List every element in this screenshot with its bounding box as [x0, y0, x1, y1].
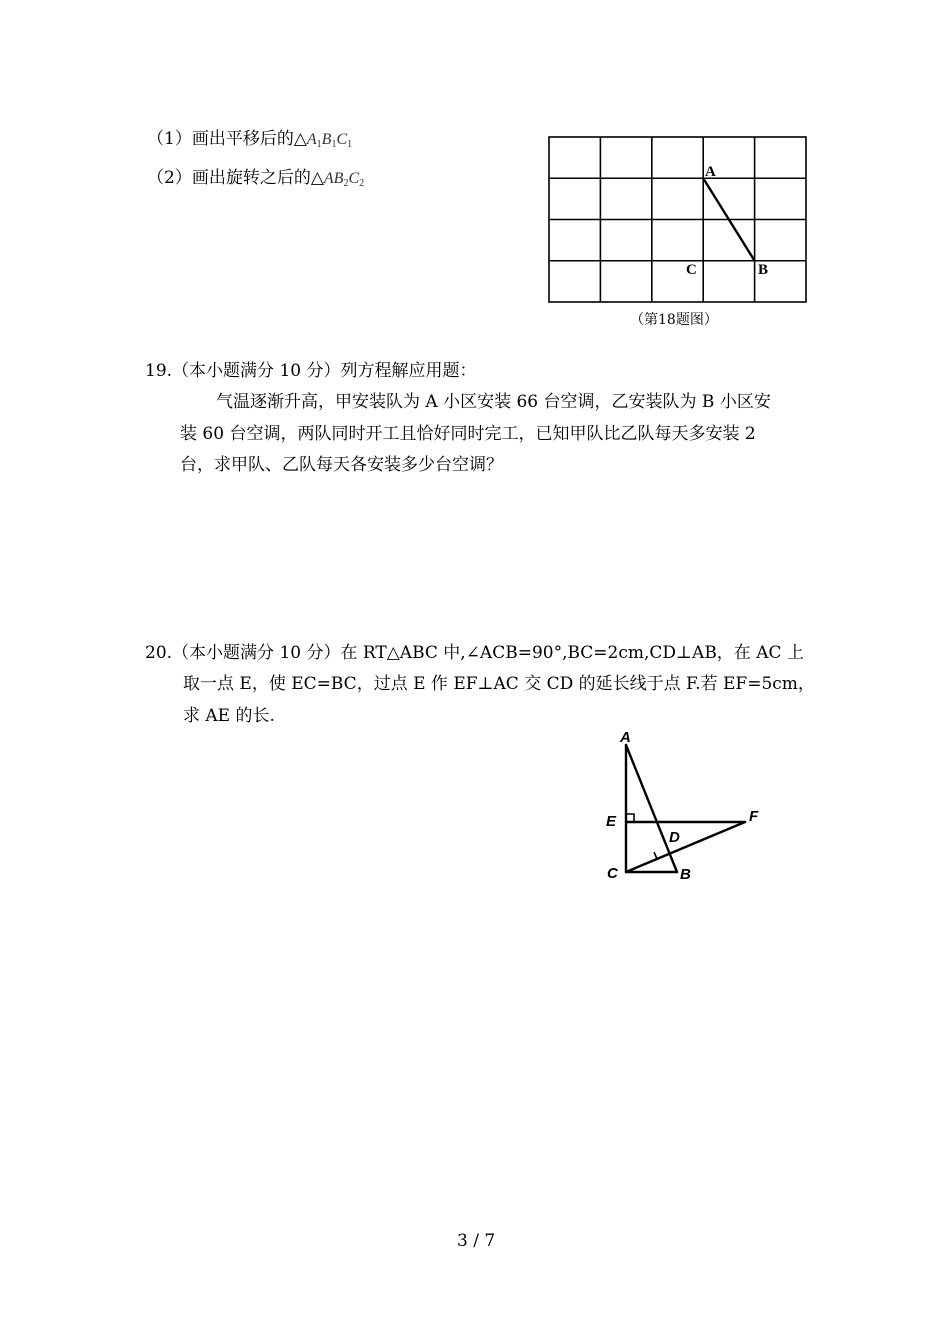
grid-label-c: C: [686, 262, 697, 278]
figure-label-f: F: [749, 808, 759, 825]
q20-line-2: 取一点 E，使 EC=BC，过点 E 作 EF⊥AC 交 CD 的延长线于点 F.若 EF=5cm，: [183, 674, 815, 694]
right-angle-mark-e: [626, 814, 634, 822]
q18-item-2-text: （2）画出旋转之后的△: [147, 168, 324, 188]
grid-label-a: A: [705, 164, 716, 180]
q18-item-2-math: $AB_2C_2$: [323, 170, 365, 189]
q18-item-1-math: $A_1B_1C_1$: [306, 131, 353, 150]
figure-label-a: A: [620, 729, 631, 746]
q20-triangle-figure: [600, 725, 780, 890]
grid-label-b: B: [758, 262, 769, 278]
figure-label-b: B: [680, 866, 691, 883]
q19-line-3: 台，求甲队、乙队每天各安装多少台空调？: [180, 455, 503, 475]
figure-label-e: E: [606, 813, 617, 830]
q19-line-1: 气温逐渐升高，甲安装队为 A 小区安装 66 台空调，乙安装队为 B 小区安: [216, 392, 771, 412]
q18-caption: （第18题图）: [630, 312, 718, 328]
segment-cf: [626, 822, 745, 872]
q18-item-1-text: （1）画出平移后的△: [147, 129, 307, 149]
q18-item-1: [147, 124, 352, 150]
q19-title: 19.（本小题满分 10 分）列方程解应用题：: [145, 361, 477, 381]
q18-item-2: [147, 163, 364, 189]
figure-label-c: C: [607, 865, 618, 882]
figure-label-d: D: [669, 829, 680, 846]
q19-line-2: 装 60 台空调，两队同时开工且恰好同时完工，已知甲队比乙队每天多安装 2: [180, 424, 756, 444]
q20-line-1: 20.（本小题满分 10 分）在 RT△ABC 中,∠ACB=90°,BC=2cm,CD⊥AB，在 AC 上: [145, 643, 804, 663]
q20-line-3: 求 AE 的长.: [183, 706, 275, 726]
q18-grid-figure: [540, 128, 820, 313]
page-number: 3 / 7: [457, 1231, 496, 1251]
